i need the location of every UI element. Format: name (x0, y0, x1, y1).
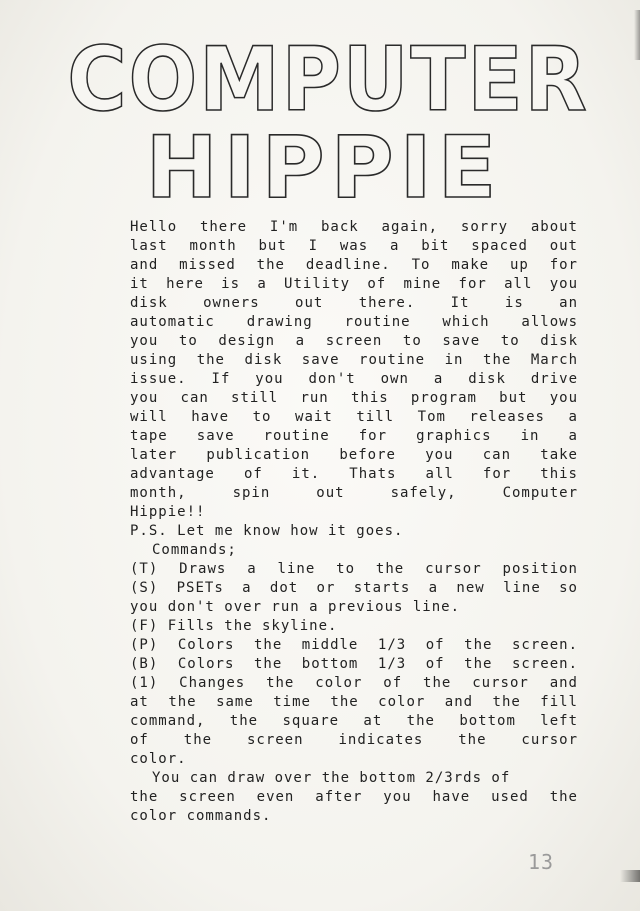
article-line: will have to wait till Tom releases a (130, 409, 578, 425)
scan-edge-shadow (634, 10, 640, 60)
article-line: issue. If you don't own a disk drive (130, 371, 578, 387)
article-line: (S) PSETs a dot or starts a new line so (130, 580, 578, 596)
article-line: you can still run this program but you (130, 390, 578, 406)
article-line: (F) Fills the skyline. (130, 618, 338, 634)
article-line: at the same time the color and the fill (130, 694, 578, 710)
article-line: of the screen indicates the cursor (130, 732, 578, 748)
article-line: Commands; (152, 542, 237, 558)
article-line: You can draw over the bottom 2/3rds of (152, 770, 511, 786)
article-line: the screen even after you have used the (130, 789, 578, 805)
article-line: (T) Draws a line to the cursor position (130, 561, 578, 577)
article-line: you don't over run a previous line. (130, 599, 461, 615)
article-line: (B) Colors the bottom 1/3 of the screen. (130, 656, 578, 672)
article-line: last month but I was a bit spaced out (130, 238, 578, 254)
article-line: command, the square at the bottom left (130, 713, 578, 729)
article-line: (1) Changes the color of the cursor and (130, 675, 578, 691)
page-number: 13 (528, 850, 555, 874)
article-line: it here is a Utility of mine for all you (130, 276, 578, 292)
article-line: color commands. (130, 808, 272, 824)
article-line: Hippie!! (130, 504, 206, 520)
article-line: P.S. Let me know how it goes. (130, 523, 404, 539)
title-line-2: HIPPIE (145, 118, 503, 218)
article-line: color. (130, 751, 187, 767)
article-line: and missed the deadline. To make up for (130, 257, 578, 273)
article-body (130, 218, 578, 826)
article-line: (P) Colors the middle 1/3 of the screen. (130, 637, 578, 653)
article-line: Hello there I'm back again, sorry about (130, 219, 578, 235)
article-line: you to design a screen to save to disk (130, 333, 578, 349)
article-line: advantage of it. Thats all for this (130, 466, 578, 482)
title-line-1: COMPUTER (67, 28, 589, 131)
article-line: disk owners out there. It is an (130, 295, 578, 311)
scan-edge-shadow-bottom (620, 870, 640, 882)
article-line: automatic drawing routine which allows (130, 314, 578, 330)
article-line: using the disk save routine in the March (130, 352, 578, 368)
article-line: month, spin out safely, Computer (130, 485, 578, 501)
article-line: later publication before you can take (130, 447, 578, 463)
article-line: tape save routine for graphics in a (130, 428, 578, 444)
